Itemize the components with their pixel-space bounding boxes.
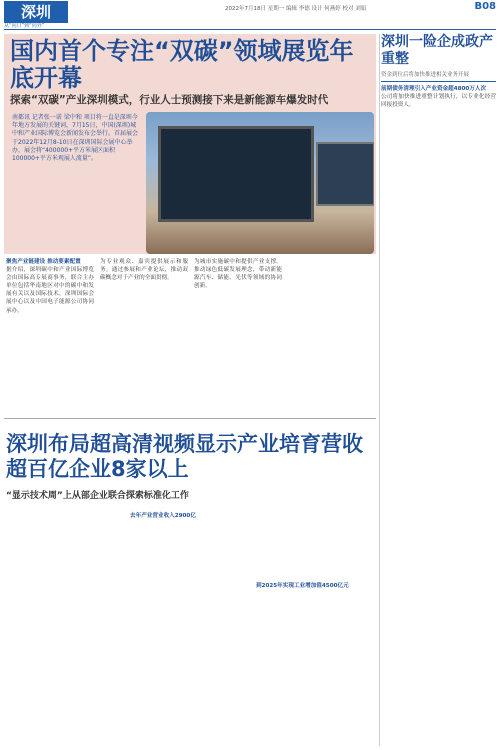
article-column xyxy=(194,258,282,290)
section-logo: 深圳 xyxy=(4,1,68,23)
paragraph: 为专业观众、嘉宾提供展示和服务。通过参展和产业论坛，推动双碳概念对于产业的全面贯彻。 xyxy=(100,259,188,282)
article-column xyxy=(130,512,250,520)
section-heading: 到2025年实现工业增加值4500亿元 xyxy=(256,583,349,589)
lead-subheadline: 探索“双碳”产业深圳模式，行业人士预测接下来是新能源车爆发时代 xyxy=(10,94,329,106)
section-heading: 聚焦产业链建设 推动要素配置 xyxy=(6,259,81,265)
header-rule xyxy=(4,29,496,30)
article-column xyxy=(6,258,94,315)
page-header xyxy=(0,0,500,29)
section-subtitle: 从“向口”到“向外” xyxy=(4,23,45,29)
article-column xyxy=(100,258,188,282)
section-heading: 前期债务清理引入产业资金超4800万人次 xyxy=(381,86,487,92)
second-subheadline: “显示技术周”上从部企业联合探索标准化工作 xyxy=(6,491,189,501)
sidebar-story xyxy=(381,34,496,109)
page-number: B08 xyxy=(474,1,496,12)
column-divider xyxy=(379,34,380,746)
lead-photo xyxy=(146,112,374,254)
display-screen-image xyxy=(316,142,374,206)
paragraph: 据介绍，深圳碳中和产业国际博览会由国际高专展商事务，联合主办单位包括华南地区对中的碳中和发展有关以及国际技术，深圳国际会展中心以及中国电子能源公司协同承办。 xyxy=(6,267,94,314)
dateline: 2022年7月18日 星期一 编辑 李德 设计 何燕婷 校对 刘娟 xyxy=(225,6,367,12)
paragraph: 公司将加快推进重整计划执行，以专业化经营回报投资人。 xyxy=(381,94,496,109)
second-headline: 深圳布局超高清视频显示产业培育营收超百亿企业8家以上 xyxy=(6,432,363,481)
section-heading: 去年产业营业收入2900亿 xyxy=(130,513,196,519)
paragraph: 为城市实施碳中和提供产业支撑。推动绿色低碳发展理念，带动新能源汽车、储能、光伏等领域的协同创新。 xyxy=(194,259,282,290)
lead-headline: 国内首个专注“双碳”领域展览年底开幕 xyxy=(10,37,354,92)
story-divider xyxy=(4,418,376,419)
article-column xyxy=(256,582,374,590)
sidebar-rule xyxy=(381,81,496,82)
sidebar-headline: 深圳一险企成政产重整 xyxy=(381,34,493,67)
sidebar-subheadline: 资金到位后将加快推进相关业务开展 xyxy=(381,72,470,78)
sidebar-section xyxy=(381,85,496,109)
lead-story-banner xyxy=(4,34,376,254)
display-screen-image xyxy=(158,126,314,222)
lead-intro: 南都讯 记者张一诺 梁中和 项目将一直是深圳今年地方发展的关键词，7月15日，中国(深圳)城中和产业国际博览会新闻发布会举行。首届展会于2022年12月8-10日在深圳国际会展中心举办，展会将“400000+平方米展区面积100000+平方米观展人流量”。 xyxy=(12,114,139,163)
